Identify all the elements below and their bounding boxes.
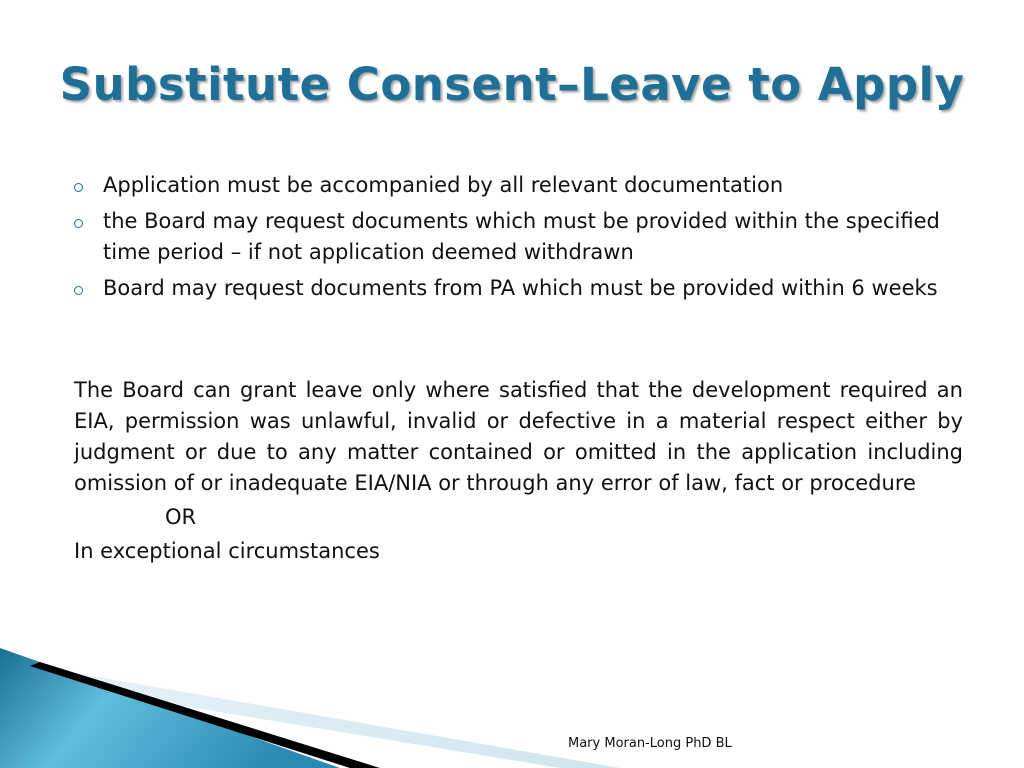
- bullet-item: [74, 170, 954, 201]
- hollow-circle-bullet-icon: [74, 183, 83, 192]
- leave-conditions-paragraph: The Board can grant leave only where satisfied that the development required an EIA, permission was unlawful, invalid or defective in a material respect either by judgment or due to any matter contained or omitted in the application including omission of or inadequate EIA/NIA or through any error of law, fact or procedure: [74, 378, 963, 495]
- footer-author: Mary Moran-Long PhD BL: [568, 736, 732, 751]
- or-text: OR: [165, 505, 197, 529]
- bullet-text: the Board may request documents which must be provided within the specified time period – if not application deemed withdrawn: [103, 209, 940, 264]
- bullet-item: [74, 273, 954, 304]
- exceptional-circumstances-text: In exceptional circumstances: [74, 539, 380, 563]
- hollow-circle-bullet-icon: [74, 219, 83, 228]
- bullet-text: Application must be accompanied by all relevant documentation: [103, 173, 784, 197]
- slide-title: Substitute Consent–Leave to Apply: [59, 58, 965, 111]
- bullet-text: Board may request documents from PA which must be provided within 6 weeks: [103, 276, 938, 300]
- decorative-swoosh: [0, 640, 1024, 768]
- bullet-list: [74, 170, 954, 309]
- hollow-circle-bullet-icon: [74, 286, 83, 295]
- bullet-item: [74, 206, 954, 268]
- body-text: [74, 375, 963, 567]
